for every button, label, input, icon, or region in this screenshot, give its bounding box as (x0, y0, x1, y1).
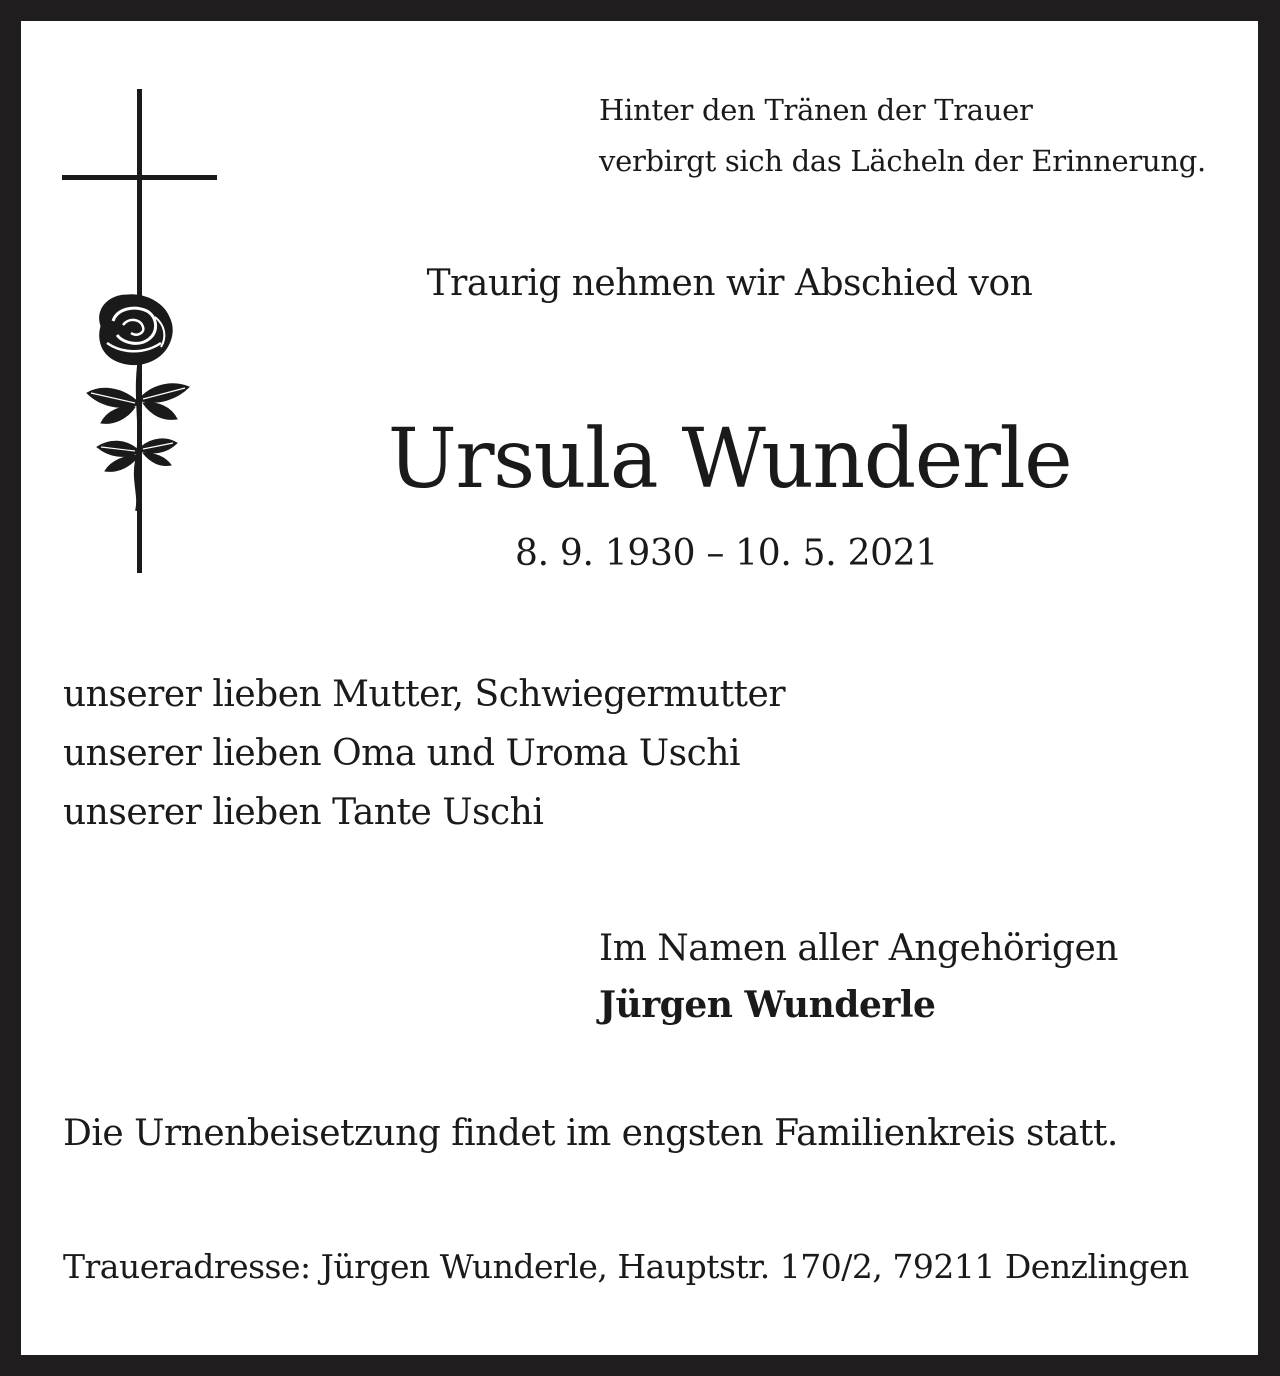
signoff-line: Im Namen aller Angehörigen (599, 928, 1118, 969)
memorial-quote (599, 85, 1206, 187)
deceased-name: Ursula Wunderle (387, 412, 1072, 507)
farewell-intro: Traurig nehmen wir Abschied von (426, 263, 1033, 304)
obituary-notice (21, 21, 1258, 1355)
life-dates: 8. 9. 1930 – 10. 5. 2021 (515, 533, 938, 574)
relation-line: unserer lieben Mutter, Schwiegermutter (63, 674, 786, 715)
signoff (599, 921, 1118, 1033)
cross-icon (51, 81, 221, 581)
relation-line: unserer lieben Tante Uschi (63, 792, 544, 833)
mourning-address: Traueradresse: Jürgen Wunderle, Hauptstr. 170/2, 79211 Denzlingen (63, 1247, 1189, 1286)
signer-name: Jürgen Wunderle (599, 984, 936, 1026)
quote-line-2: verbirgt sich das Lächeln der Erinnerung. (599, 144, 1206, 178)
quote-line-1: Hinter den Tränen der Trauer (599, 93, 1033, 127)
relations-list (63, 665, 785, 842)
relation-line: unserer lieben Oma und Uroma Uschi (63, 733, 740, 774)
burial-note: Die Urnenbeisetzung findet im engsten Familienkreis statt. (63, 1113, 1118, 1154)
